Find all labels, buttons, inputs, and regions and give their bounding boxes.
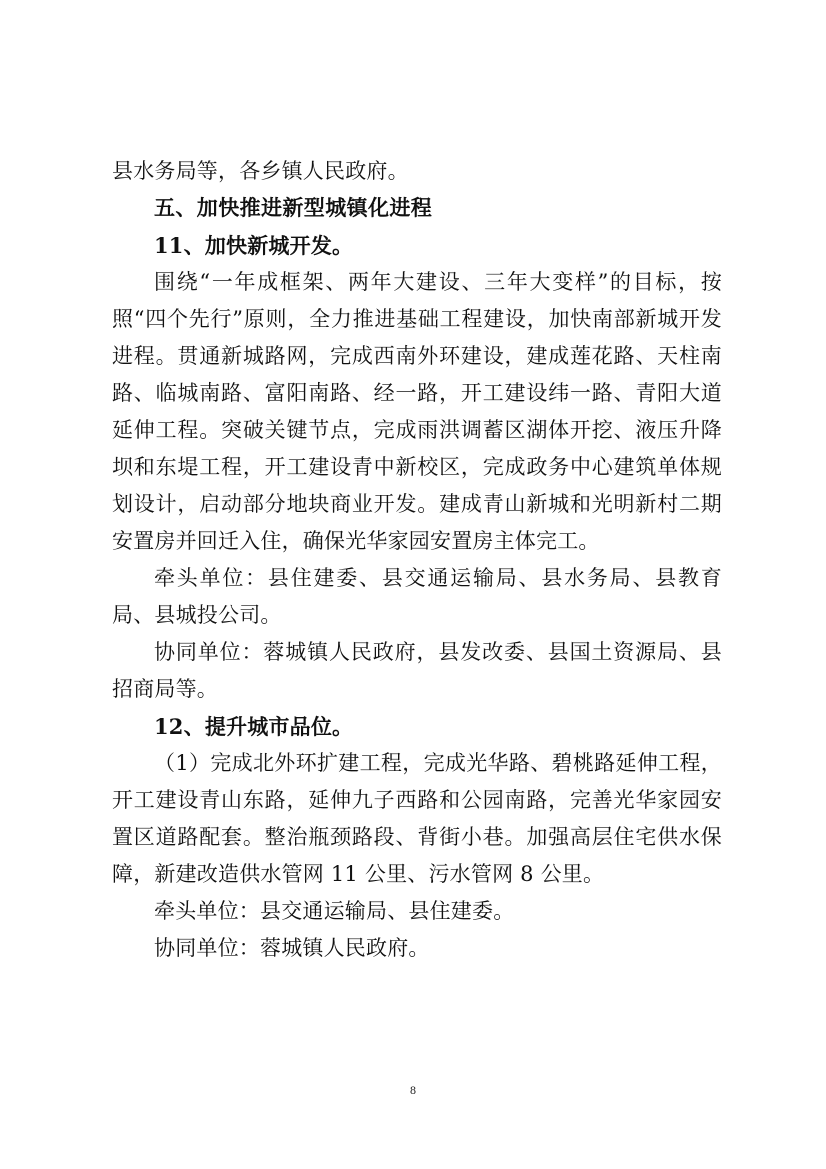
body-paragraph-new-city-development: 围绕“一年成框架、两年大建设、三年大变样”的目标，按照“四个先行”原则，全力推进基础工程建设，加快南部新城开发进程。贯通新城路网，完成西南外环建设，建成莲花路、天柱南路、临城南路、富阳南路、经一路，开工建设纬一路、青阳大道延伸工程。突破关键节点，完成雨洪调蓄区湖体开挖、液压升降坝和东堤工程，开工建设青中新校区，完成政务中心建筑单体规划设计，启动部分地块商业开发。建成青山新城和光明新村二期安置房并回迁入住，确保光华家园安置房主体完工。 xyxy=(112,270,722,553)
document-body xyxy=(112,153,722,967)
lead-units-paragraph: 牵头单位：县交通运输局、县住建委。 xyxy=(154,899,515,923)
cooperating-units-paragraph: 协同单位：蓉城镇人民政府，县发改委、县国土资源局、县招商局等。 xyxy=(112,640,722,701)
body-paragraph-city-quality: （1）完成北外环扩建工程，完成光华路、碧桃路延伸工程，开工建设青山东路，延伸九子西路和公园南路，完善光华家园安置区道路配套。整治瓶颈路段、背街小巷。加强高层住宅供水保障，新建改造供水管网 11 公里、污水管网 8 公里。 xyxy=(112,751,722,886)
lead-units-paragraph: 牵头单位：县住建委、县交通运输局、县水务局、县教育局、县城投公司。 xyxy=(112,566,722,627)
section-heading-urbanization: 五、加快推进新型城镇化进程 xyxy=(154,196,433,220)
cooperating-units-paragraph: 协同单位：蓉城镇人民政府。 xyxy=(154,936,430,960)
page-number: 8 xyxy=(410,1083,416,1097)
item-heading-city-quality: 12、提升城市品位。 xyxy=(154,714,354,739)
continued-text-paragraph: 县水务局等，各乡镇人民政府。 xyxy=(112,159,409,183)
item-heading-new-city-development: 11、加快新城开发。 xyxy=(154,233,354,258)
